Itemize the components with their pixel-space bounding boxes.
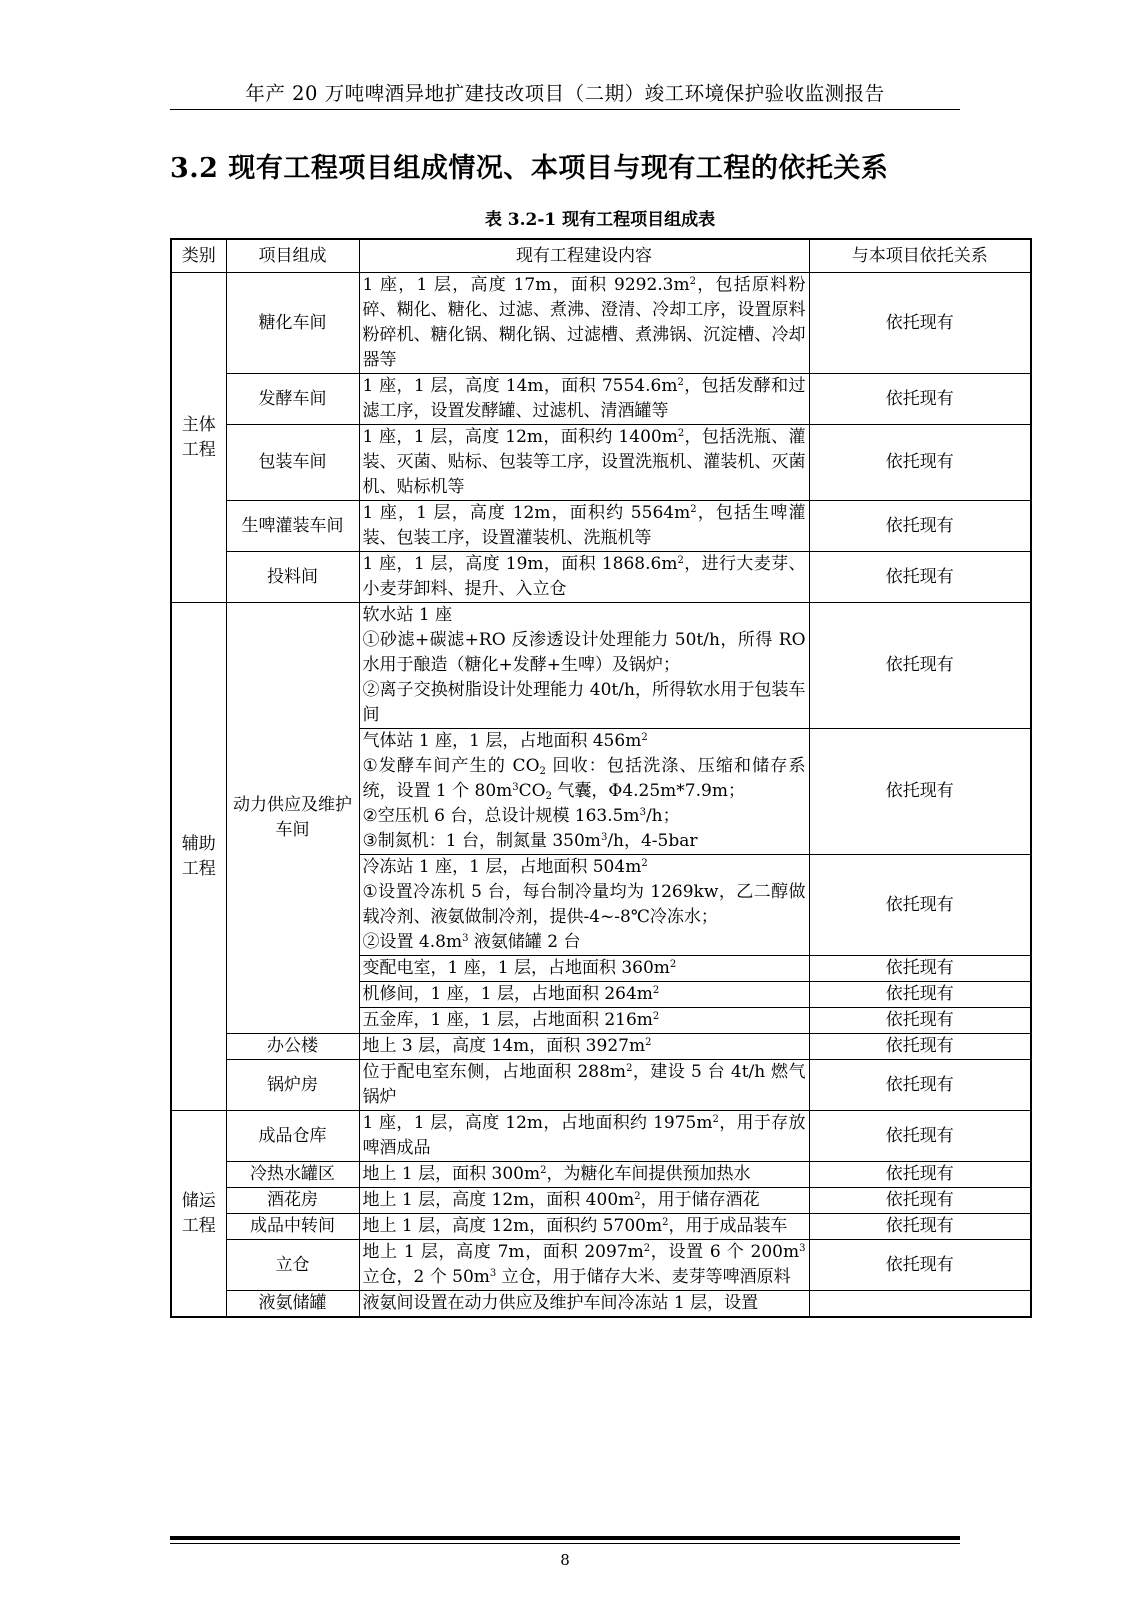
item-cell: 包装车间 xyxy=(226,425,359,501)
relation-cell: 依托现有 xyxy=(809,1008,1031,1034)
table-row xyxy=(171,552,1031,603)
relation-cell: 依托现有 xyxy=(809,982,1031,1008)
content-cell: 1 座，1 层，高度 12m，面积约 $1400m^2$，包括洗瓶、灌装、灭菌、贴标、包装等工序，设置洗瓶机、灌装机、灭菌机、贴标机等 xyxy=(359,425,809,501)
content-cell: 液氨间设置在动力供应及维护车间冷冻站 1 层，设置 xyxy=(359,1291,809,1318)
table-row xyxy=(171,1111,1031,1162)
table-row xyxy=(171,1162,1031,1188)
relation-cell: 依托现有 xyxy=(809,855,1031,956)
table-row xyxy=(171,273,1031,374)
table-row xyxy=(171,1214,1031,1240)
table-row xyxy=(171,1060,1031,1111)
footer-rule-thick xyxy=(170,1536,960,1540)
table-row xyxy=(171,374,1031,425)
relation-cell: 依托现有 xyxy=(809,1162,1031,1188)
content-cell: 地上 1 层，高度 12m，面积 $400m^2$，用于储存酒花 xyxy=(359,1188,809,1214)
relation-cell: 依托现有 xyxy=(809,425,1031,501)
relation-cell: 依托现有 xyxy=(809,729,1031,855)
footer-rule-thin xyxy=(170,1543,960,1544)
content-cell: 1 座，1 层，高度 12m，占地面积约 $1975m^2$，用于存放啤酒成品 xyxy=(359,1111,809,1162)
table-row xyxy=(171,501,1031,552)
relation-cell: 依托现有 xyxy=(809,552,1031,603)
table-row xyxy=(171,1291,1031,1318)
content-cell: 地上 1 层，高度 7m，面积 $2097m^2$，设置 6 个 $200m^3$ 立仓，2 个 $50m^3$ 立仓，用于储存大米、麦芽等啤酒原料 xyxy=(359,1240,809,1291)
content-cell: 位于配电室东侧，占地面积 $288m^2$，建设 5 台 4t/h 燃气锅炉 xyxy=(359,1060,809,1111)
content-cell: 软水站 1 座 ①砂滤+碳滤+RO 反渗透设计处理能力 50t/h，所得 RO 水用于酿造（糖化+发酵+生啤）及锅炉； ②离子交换树脂设计处理能力 40t/h，所得软水用于包装车间 xyxy=(359,603,809,729)
content-cell: 1 座，1 层，高度 19m，面积 $1868.6m^2$，进行大麦芽、小麦芽卸料、提升、入立仓 xyxy=(359,552,809,603)
relation-cell: 依托现有 xyxy=(809,273,1031,374)
header-rule xyxy=(170,109,960,110)
relation-cell: 依托现有 xyxy=(809,1034,1031,1060)
category-cell: 辅助工程 xyxy=(171,603,226,1111)
page-number: 8 xyxy=(560,1551,570,1569)
relation-cell: 依托现有 xyxy=(809,374,1031,425)
column-header: 与本项目依托关系 xyxy=(809,239,1031,273)
running-header: 年产 20 万吨啤酒异地扩建技改项目（二期）竣工环境保护验收监测报告 xyxy=(245,82,885,105)
column-header: 项目组成 xyxy=(226,239,359,273)
table-caption: 表 3.2-1 现有工程项目组成表 xyxy=(484,210,716,230)
relation-cell: 依托现有 xyxy=(809,956,1031,982)
item-cell: 动力供应及维护车间 xyxy=(226,603,359,1034)
relation-cell: 依托现有 xyxy=(809,1240,1031,1291)
content-cell: 1 座，1 层，高度 14m，面积 $7554.6m^2$，包括发酵和过滤工序，设置发酵罐、过滤机、清酒罐等 xyxy=(359,374,809,425)
table-body xyxy=(171,273,1031,1318)
column-header: 现有工程建设内容 xyxy=(359,239,809,273)
project-composition-table xyxy=(170,238,1030,1318)
item-cell: 成品中转间 xyxy=(226,1214,359,1240)
content-cell: 地上 1 层，面积 $300m^2$，为糖化车间提供预加热水 xyxy=(359,1162,809,1188)
content-cell: 地上 1 层，高度 12m，面积约 $5700m^2$，用于成品装车 xyxy=(359,1214,809,1240)
table-row xyxy=(171,1240,1031,1291)
table-row xyxy=(171,1188,1031,1214)
content-cell: 机修间，1 座，1 层，占地面积 $264m^2$ xyxy=(359,982,809,1008)
item-cell: 锅炉房 xyxy=(226,1060,359,1111)
table-row xyxy=(171,603,1031,729)
table-row xyxy=(171,425,1031,501)
content-cell: 冷冻站 1 座，1 层，占地面积 $504m^2$ ①设置冷冻机 5 台，每台制冷量均为 1269kw，乙二醇做载冷剂、液氨做制冷剂，提供-4~-8℃冷冻水； ②设置 $4.8m^3$ 液氨储罐 2 台 xyxy=(359,855,809,956)
relation-cell: 依托现有 xyxy=(809,1188,1031,1214)
item-cell: 冷热水罐区 xyxy=(226,1162,359,1188)
section-title: 3.2 现有工程项目组成情况、本项目与现有工程的依托关系 xyxy=(170,153,889,184)
relation-cell: 依托现有 xyxy=(809,603,1031,729)
item-cell: 发酵车间 xyxy=(226,374,359,425)
item-cell: 立仓 xyxy=(226,1240,359,1291)
item-cell: 糖化车间 xyxy=(226,273,359,374)
table-header-row xyxy=(171,239,1031,273)
relation-cell xyxy=(809,1291,1031,1318)
category-cell: 主体工程 xyxy=(171,273,226,603)
content-cell: 1 座，1 层，高度 12m，面积约 $5564m^2$，包括生啤灌装、包装工序，设置灌装机、洗瓶机等 xyxy=(359,501,809,552)
table-row xyxy=(171,1034,1031,1060)
column-header: 类别 xyxy=(171,239,226,273)
item-cell: 办公楼 xyxy=(226,1034,359,1060)
item-cell: 生啤灌装车间 xyxy=(226,501,359,552)
content-cell: 五金库，1 座，1 层，占地面积 $216m^2$ xyxy=(359,1008,809,1034)
relation-cell: 依托现有 xyxy=(809,1060,1031,1111)
relation-cell: 依托现有 xyxy=(809,1214,1031,1240)
relation-cell: 依托现有 xyxy=(809,501,1031,552)
item-cell: 投料间 xyxy=(226,552,359,603)
item-cell: 成品仓库 xyxy=(226,1111,359,1162)
content-cell: 地上 3 层，高度 14m，面积 $3927m^2$ xyxy=(359,1034,809,1060)
content-cell: 气体站 1 座，1 层，占地面积 $456m^2$ ①发酵车间产生的 $CO_2$ 回收：包括洗涤、压缩和储存系统，设置 1 个 $80m^3CO_2$ 气囊，Φ4.25m*7.9m； ②空压机 6 台，总设计规模 $163.5m^3/h$； ③制氮机：1 台，制氮量 $350m^3/h$，4-5bar xyxy=(359,729,809,855)
content-cell: 1 座，1 层，高度 17m，面积 $9292.3m^2$，包括原料粉碎、糊化、糖化、过滤、煮沸、澄清、冷却工序，设置原料粉碎机、糖化锅、糊化锅、过滤槽、煮沸锅、沉淀槽、冷却器等 xyxy=(359,273,809,374)
content-cell: 变配电室，1 座，1 层，占地面积 $360m^2$ xyxy=(359,956,809,982)
category-cell: 储运工程 xyxy=(171,1111,226,1318)
relation-cell: 依托现有 xyxy=(809,1111,1031,1162)
item-cell: 酒花房 xyxy=(226,1188,359,1214)
item-cell: 液氨储罐 xyxy=(226,1291,359,1318)
